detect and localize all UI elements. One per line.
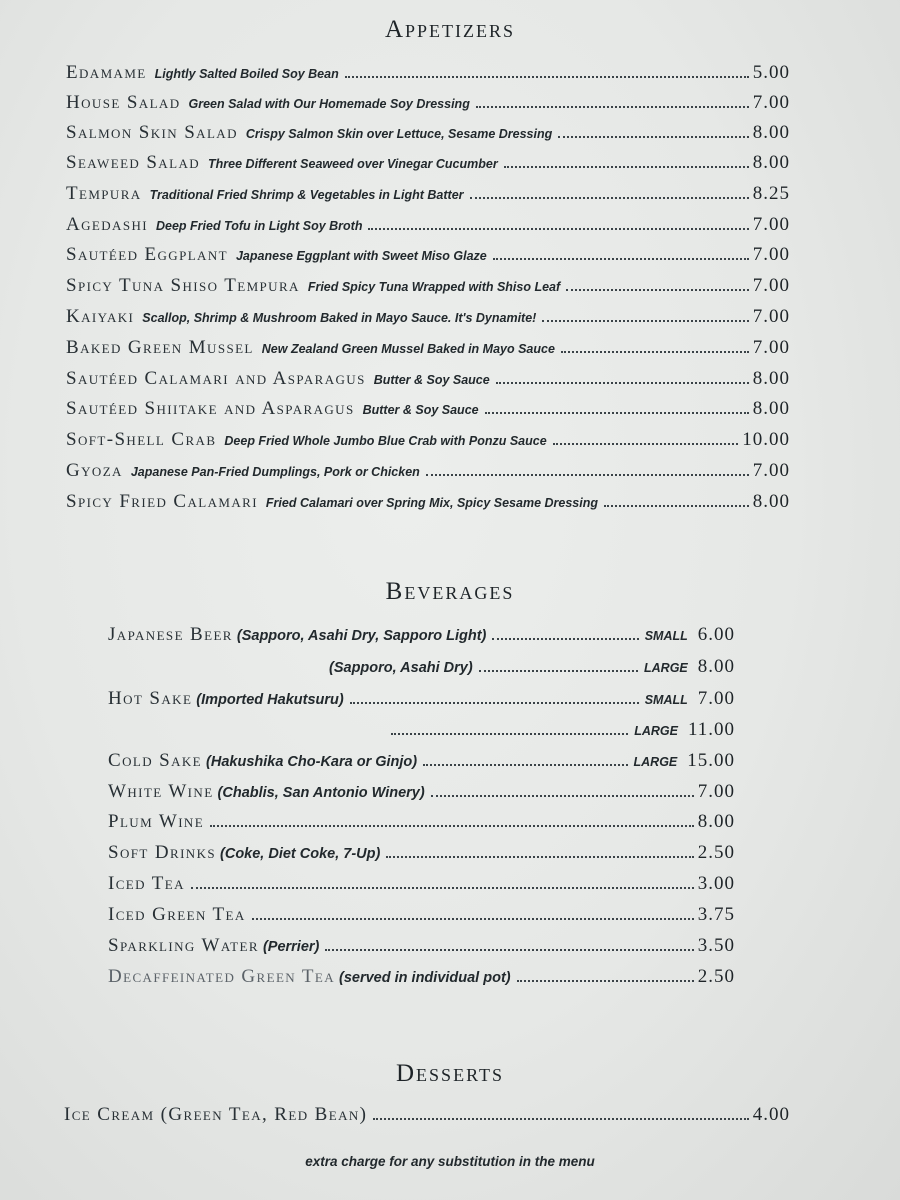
- item-price: 7.00: [752, 92, 790, 113]
- beverages-heading: Beverages: [385, 578, 515, 605]
- menu-item: [66, 152, 790, 174]
- item-name: Sparkling Water: [108, 935, 259, 956]
- item-description: Japanese Pan-Fried Dumplings, Pork or Chicken: [130, 465, 420, 479]
- item-price: 4.00: [752, 1104, 790, 1125]
- menu-item: [66, 122, 790, 144]
- leader-dots: [517, 980, 694, 982]
- desserts-heading: Desserts: [396, 1060, 504, 1087]
- item-price: 7.00: [697, 781, 735, 802]
- item-name: Iced Tea: [108, 873, 185, 894]
- menu-item: [66, 62, 790, 84]
- item-price: 8.00: [752, 398, 790, 419]
- menu-item: [108, 966, 735, 988]
- menu-item: [66, 214, 790, 236]
- item-price: 15.00: [687, 750, 735, 771]
- item-price: 8.00: [752, 122, 790, 143]
- item-description: Scallop, Shrimp & Mushroom Baked in Mayo Sauce. It's Dynamite!: [142, 311, 537, 325]
- item-description: Crispy Salmon Skin over Lettuce, Sesame Dressing: [245, 127, 553, 141]
- item-description: Fried Calamari over Spring Mix, Spicy Sesame Dressing: [265, 496, 598, 510]
- menu-item: [66, 92, 790, 114]
- item-name: Plum Wine: [108, 811, 205, 832]
- item-name: Soft-Shell Crab: [66, 429, 217, 450]
- item-description: (served in individual pot): [339, 970, 511, 986]
- item-description: Three Different Seaweed over Vinegar Cucumber: [208, 157, 498, 171]
- menu-item: [108, 935, 735, 957]
- leader-dots: [604, 505, 749, 507]
- menu-item: [325, 656, 735, 678]
- item-price: 7.00: [752, 306, 790, 327]
- item-price: 7.00: [752, 337, 790, 358]
- leader-dots: [504, 166, 749, 168]
- leader-dots: [553, 443, 739, 445]
- menu-item: [108, 688, 735, 710]
- appetizers-heading: Appetizers: [384, 16, 516, 43]
- size-label: LARGE: [634, 724, 678, 738]
- leader-dots: [368, 228, 748, 230]
- item-description: (Imported Hakutsuru): [196, 692, 344, 708]
- leader-dots: [470, 197, 749, 199]
- menu-item: [66, 275, 790, 297]
- item-description: (Coke, Diet Coke, 7-Up): [220, 846, 381, 862]
- item-name: Sautéed Calamari and Asparagus: [66, 368, 366, 389]
- leader-dots: [566, 289, 749, 291]
- size-label: SMALL: [644, 693, 688, 707]
- item-description: (Chablis, San Antonio Winery): [217, 785, 425, 801]
- leader-dots: [561, 351, 749, 353]
- footer-note: extra charge for any substitution in the menu: [305, 1154, 595, 1169]
- leader-dots: [485, 412, 749, 414]
- item-description: Traditional Fried Shrimp & Vegetables in Light Batter: [149, 188, 464, 202]
- menu-item: [66, 429, 790, 451]
- item-price: 11.00: [687, 719, 735, 740]
- item-description: Fried Spicy Tuna Wrapped with Shiso Leaf: [307, 280, 561, 294]
- item-price: 3.75: [697, 904, 735, 925]
- menu-item: [66, 244, 790, 266]
- item-name: Iced Green Tea: [108, 904, 246, 925]
- item-description: (Hakushika Cho-Kara or Ginjo): [206, 754, 418, 770]
- item-description: Green Salad with Our Homemade Soy Dressing: [188, 97, 470, 111]
- menu-item: [108, 811, 735, 833]
- item-name: Decaffeinated Green Tea: [108, 966, 336, 987]
- item-price: 5.00: [752, 62, 790, 83]
- menu-item: [66, 368, 790, 390]
- item-price: 7.00: [752, 275, 790, 296]
- size-label: LARGE: [633, 755, 678, 769]
- size-label: SMALL: [644, 629, 688, 643]
- item-name: Cold Sake: [108, 750, 203, 771]
- item-name: House Salad: [66, 92, 181, 113]
- item-price: 2.50: [697, 842, 735, 863]
- leader-dots: [431, 795, 694, 797]
- leader-dots: [423, 764, 627, 766]
- menu-item: [66, 460, 790, 482]
- item-description: Butter & Soy Sauce: [362, 403, 479, 417]
- item-name: Japanese Beer: [108, 624, 233, 645]
- leader-dots: [325, 949, 693, 951]
- item-price: 6.00: [697, 624, 735, 645]
- item-description: Butter & Soy Sauce: [373, 373, 490, 387]
- item-description: Japanese Eggplant with Sweet Miso Glaze: [235, 249, 487, 263]
- menu-item: [108, 842, 735, 864]
- item-price: 8.00: [697, 656, 735, 677]
- leader-dots: [542, 320, 748, 322]
- item-description: Deep Fried Tofu in Light Soy Broth: [155, 219, 363, 233]
- size-label: LARGE: [644, 661, 688, 675]
- item-name: Sautéed Eggplant: [66, 244, 228, 265]
- item-price: 3.50: [697, 935, 735, 956]
- menu-item: [66, 337, 790, 359]
- item-price: 7.00: [697, 688, 735, 709]
- leader-dots: [493, 258, 749, 260]
- item-price: 8.00: [752, 368, 790, 389]
- leader-dots: [345, 76, 749, 78]
- menu-item: [66, 306, 790, 328]
- item-name: Tempura: [66, 183, 142, 204]
- item-description: (Sapporo, Asahi Dry, Sapporo Light): [236, 628, 487, 644]
- item-price: 2.50: [697, 966, 735, 987]
- menu-item: [108, 873, 735, 895]
- item-name: Gyoza: [66, 460, 123, 481]
- item-price: 8.00: [752, 491, 790, 512]
- menu-item: [108, 624, 735, 646]
- leader-dots: [426, 474, 749, 476]
- leader-dots: [191, 887, 694, 889]
- menu-item: [108, 750, 735, 772]
- item-price: 8.25: [752, 183, 790, 204]
- item-name: Agedashi: [66, 214, 148, 235]
- item-price: 8.00: [697, 811, 735, 832]
- leader-dots: [492, 638, 638, 640]
- item-description: (Sapporo, Asahi Dry): [329, 660, 473, 676]
- item-name: Spicy Tuna Shiso Tempura: [66, 275, 300, 296]
- item-name: Baked Green Mussel: [66, 337, 254, 358]
- item-price: 8.00: [752, 152, 790, 173]
- leader-dots: [391, 733, 628, 735]
- menu-item: [66, 183, 790, 205]
- leader-dots: [479, 670, 638, 672]
- leader-dots: [350, 702, 639, 704]
- menu-item: [66, 491, 790, 513]
- item-price: 3.00: [697, 873, 735, 894]
- item-name: Spicy Fried Calamari: [66, 491, 258, 512]
- item-description: New Zealand Green Mussel Baked in Mayo Sauce: [261, 342, 555, 356]
- menu-item: [66, 398, 790, 420]
- item-name: Ice Cream (Green Tea, Red Bean): [64, 1104, 368, 1125]
- leader-dots: [476, 106, 749, 108]
- item-name: Hot Sake: [108, 688, 193, 709]
- menu-item: [64, 1104, 790, 1126]
- item-name: Kaiyaki: [66, 306, 135, 327]
- item-price: 7.00: [752, 214, 790, 235]
- menu-item: [108, 781, 735, 803]
- item-name: Seaweed Salad: [66, 152, 201, 173]
- leader-dots: [373, 1118, 748, 1120]
- item-price: 7.00: [752, 460, 790, 481]
- item-name: Sautéed Shiitake and Asparagus: [66, 398, 355, 419]
- item-name: Soft Drinks: [108, 842, 217, 863]
- item-description: Deep Fried Whole Jumbo Blue Crab with Ponzu Sauce: [224, 434, 547, 448]
- leader-dots: [210, 825, 694, 827]
- leader-dots: [386, 856, 693, 858]
- menu-item: [108, 904, 735, 926]
- menu-item: [385, 719, 735, 741]
- leader-dots: [496, 382, 749, 384]
- item-price: 10.00: [742, 429, 790, 450]
- item-name: Edamame: [66, 62, 147, 83]
- item-name: Salmon Skin Salad: [66, 122, 238, 143]
- item-name: White Wine: [108, 781, 214, 802]
- item-price: 7.00: [752, 244, 790, 265]
- item-description: (Perrier): [262, 939, 320, 955]
- item-description: Lightly Salted Boiled Soy Bean: [154, 67, 339, 81]
- leader-dots: [252, 918, 694, 920]
- leader-dots: [558, 136, 748, 138]
